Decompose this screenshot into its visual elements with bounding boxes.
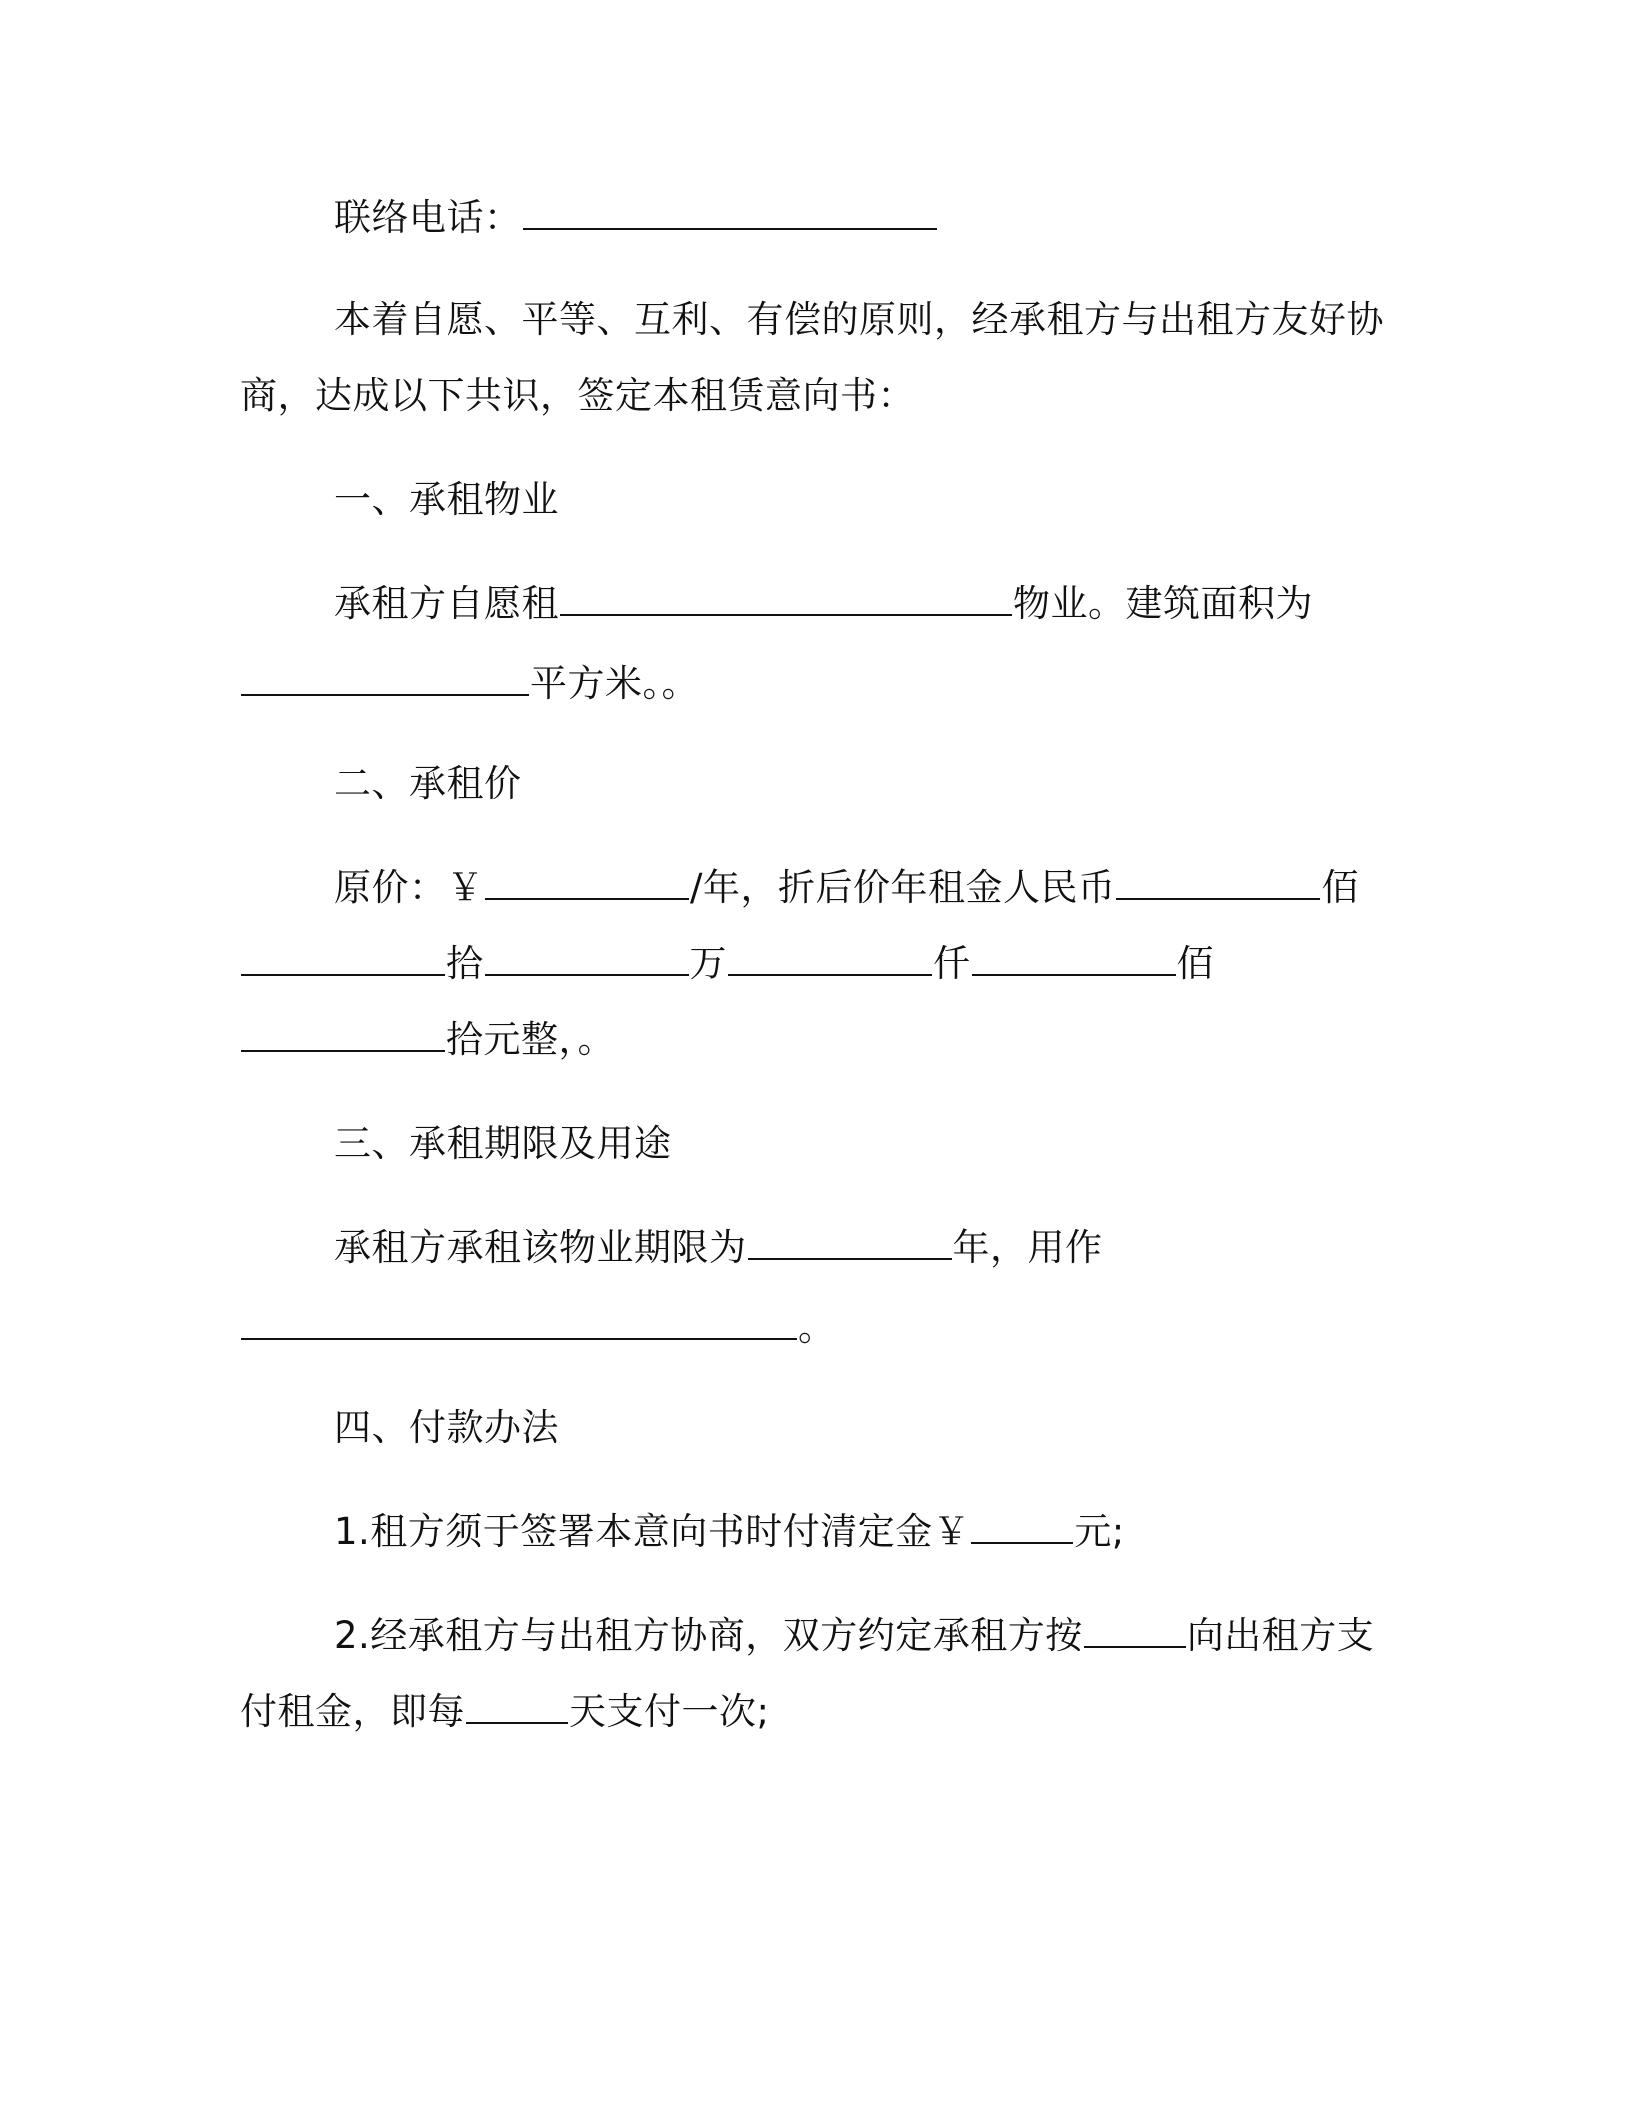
unit-bai-1: 佰 — [1321, 866, 1359, 909]
payment-interval-suffix: 天支付一次; — [569, 1690, 770, 1733]
section2-line-1 — [240, 866, 1494, 910]
unit-shi-yuan: 拾元整，。 — [446, 1018, 615, 1061]
contact-phone-label: 联络电话： — [334, 196, 522, 239]
section3-heading — [240, 1122, 1494, 1166]
lease-term-label: 承租方承租该物业期限为 — [334, 1226, 747, 1269]
section4-heading — [240, 1406, 1494, 1450]
discount-price-label: /年，折后价年租金人民币 — [690, 866, 1116, 909]
section1-line2-suffix: 平方米。。 — [530, 662, 699, 705]
intro-line-1 — [240, 298, 1494, 342]
intro-text-2: 商，达成以下共识，签定本租赁意向书： — [240, 374, 915, 417]
intro-line-2 — [240, 374, 1400, 418]
payment-method-blank — [1084, 1616, 1186, 1648]
rent-ten-thousand-blank — [485, 944, 689, 976]
rent-thousand-blank — [728, 944, 932, 976]
section1-line-2 — [240, 662, 1400, 706]
section2-line-2 — [240, 942, 1400, 986]
section4-item-2-line-2 — [240, 1690, 1400, 1734]
section2-line-3 — [240, 1018, 1400, 1062]
rent-hundred-blank — [972, 944, 1176, 976]
unit-shi-1: 拾 — [446, 942, 484, 985]
rent-ten-million-blank — [241, 944, 445, 976]
payment-method-label: 2.经承租方与出租方协商，双方约定承租方按 — [334, 1614, 1083, 1657]
section3-line-1 — [240, 1226, 1494, 1270]
section1-line-1 — [240, 582, 1494, 626]
usage-blank — [241, 1308, 797, 1340]
section2-heading-text: 二、承租价 — [334, 762, 522, 805]
section1-heading — [240, 478, 1494, 522]
payment-interval-blank — [466, 1692, 568, 1724]
section4-item-1 — [240, 1510, 1494, 1554]
rent-ten-blank — [241, 1020, 445, 1052]
intro-text-1: 本着自愿、平等、互利、有偿的原则，经承租方与出租方友好协 — [334, 298, 1384, 341]
usage-label: 年，用作 — [952, 1226, 1103, 1269]
original-price-label: 原价：￥ — [334, 866, 484, 909]
rent-hundred-million-blank — [1116, 868, 1320, 900]
contact-phone-line — [240, 196, 1494, 240]
section4-heading-text: 四、付款办法 — [334, 1406, 559, 1449]
property-name-blank — [560, 584, 1012, 616]
payment-method-suffix: 向出租方支 — [1186, 1614, 1375, 1657]
section3-line-2 — [240, 1306, 1400, 1350]
section2-heading — [240, 762, 1494, 806]
area-blank — [241, 664, 529, 696]
lease-term-blank — [748, 1228, 952, 1260]
deposit-blank — [971, 1512, 1073, 1544]
contact-phone-blank — [523, 198, 937, 230]
unit-qian: 仟 — [933, 942, 971, 985]
section4-item-2-line-1 — [240, 1614, 1494, 1658]
unit-bai-2: 佰 — [1176, 942, 1214, 985]
original-price-blank — [485, 868, 689, 900]
payment-interval-label: 付租金，即每 — [240, 1690, 465, 1733]
section1-heading-text: 一、承租物业 — [334, 478, 559, 521]
section1-line1-suffix: 物业。建筑面积为 — [1013, 582, 1313, 625]
unit-wan: 万 — [689, 942, 727, 985]
section1-line1-prefix: 承租方自愿租 — [334, 582, 559, 625]
deposit-label: 1.租方须于签署本意向书时付清定金￥ — [334, 1510, 971, 1553]
deposit-unit: 元; — [1074, 1510, 1125, 1553]
section3-heading-text: 三、承租期限及用途 — [334, 1122, 672, 1165]
section3-line2-suffix: 。 — [798, 1306, 836, 1349]
